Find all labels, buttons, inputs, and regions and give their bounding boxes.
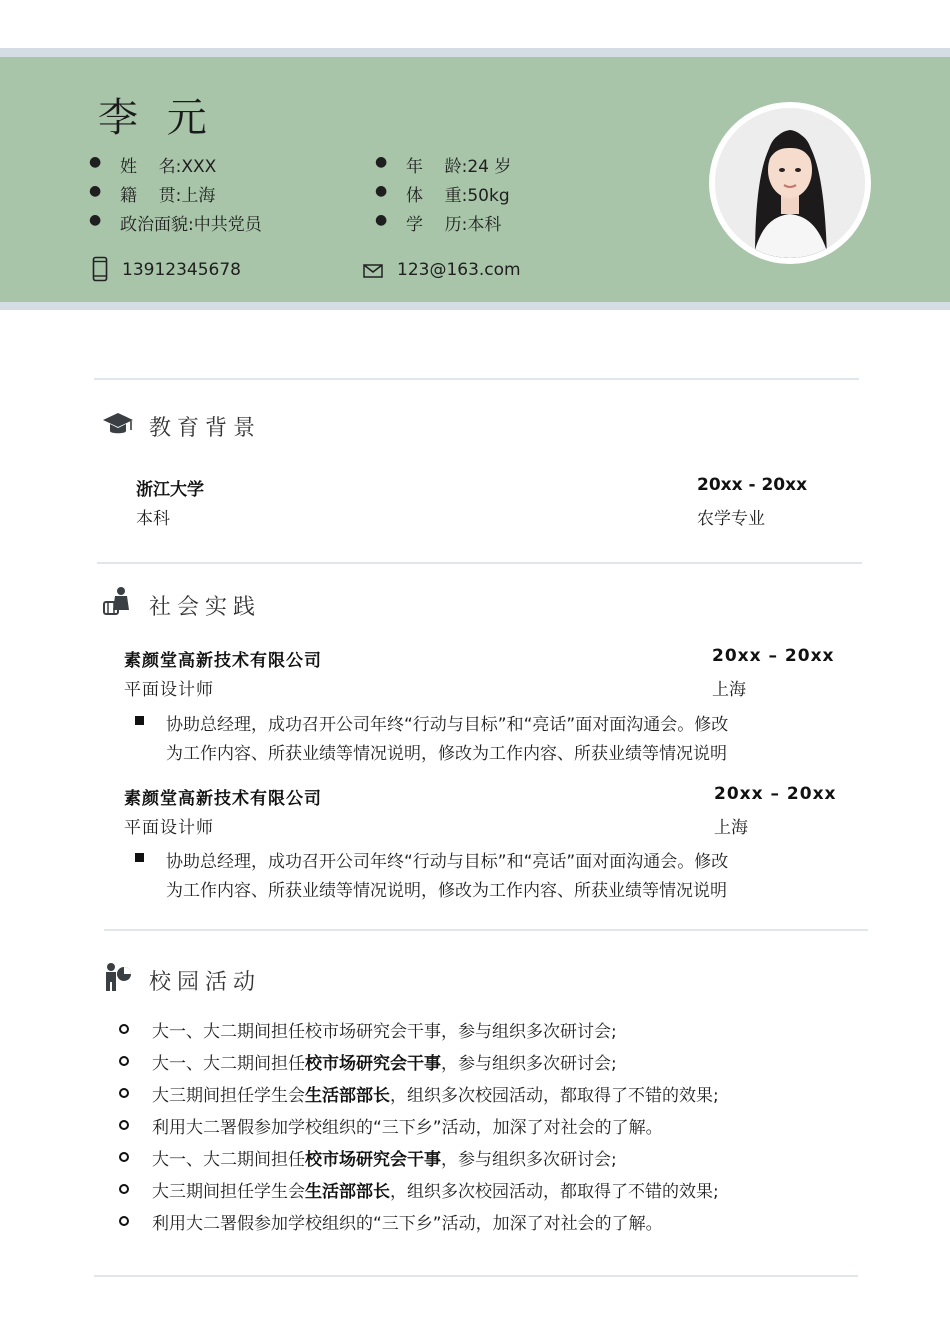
- info-label: 年 龄:: [406, 157, 468, 177]
- info-age: [375, 152, 512, 177]
- activity-text: 利用大二署假参加学校组织的“三下乡”活动，加深了对社会的了解。: [152, 1118, 663, 1138]
- activity-highlight: 生活部部长: [305, 1182, 390, 1202]
- profile-photo: [715, 108, 865, 258]
- job-location: 上海: [712, 680, 746, 700]
- company-name: 素颜堂高新技术有限公司: [124, 651, 322, 671]
- activity-text: ，参与组织多次研讨会;: [441, 1150, 617, 1170]
- activity-text: 大一、大二期间担任: [152, 1150, 305, 1170]
- activity-highlight: 校市场研究会干事: [305, 1054, 441, 1074]
- section-divider: [104, 929, 868, 931]
- practice-period: 20xx – 20xx: [712, 646, 835, 666]
- activity-text: 大一、大二期间担任校市场研究会干事，参与组织多次研讨会;: [152, 1022, 617, 1042]
- campus-title: 校园活动: [149, 970, 262, 995]
- activity-text: 利用大二署假参加学校组织的“三下乡”活动，加深了对社会的了解。: [152, 1214, 663, 1234]
- activity-highlight: 生活部部长: [305, 1086, 390, 1106]
- info-label: 体 重:: [406, 186, 468, 206]
- job-description-line: 为工作内容、所获业绩等情况说明，修改为工作内容、所获业绩等情况说明: [166, 744, 727, 764]
- info-value: 50kg: [467, 186, 510, 206]
- education-period: 20xx - 20xx: [697, 475, 808, 495]
- activity-text: 大三期间担任学生会: [152, 1086, 305, 1106]
- contact-phone: [122, 260, 241, 280]
- activity-item: [152, 1081, 719, 1106]
- activity-text: ，参与组织多次研讨会;: [441, 1054, 617, 1074]
- info-value: XXX: [181, 157, 217, 177]
- activity-item: [152, 1145, 617, 1170]
- activity-text: 大一、大二期间担任: [152, 1054, 305, 1074]
- square-bullet: [135, 853, 144, 862]
- info-hometown: [89, 181, 216, 206]
- major: 农学专业: [697, 509, 765, 529]
- job-role: 平面设计师: [124, 680, 214, 700]
- circle-bullet: [119, 1088, 129, 1098]
- job-description-line: 协助总经理，成功召开公司年终“行动与目标”和“亮话”面对面沟通会。修改: [166, 852, 729, 872]
- info-value: 本科: [467, 215, 502, 235]
- bullet-dot: ●: [89, 183, 102, 199]
- job-description-line: 为工作内容、所获业绩等情况说明，修改为工作内容、所获业绩等情况说明: [166, 881, 727, 901]
- phone-number[interactable]: 13912345678: [122, 260, 241, 280]
- info-label: 学 历:: [406, 215, 468, 235]
- section-divider: [94, 378, 859, 380]
- practice-title: 社会实践: [149, 595, 262, 620]
- circle-bullet: [119, 1184, 129, 1194]
- activity-highlight: 校市场研究会干事: [305, 1150, 441, 1170]
- school-name: 浙江大学: [136, 480, 204, 500]
- education-title: 教育背景: [149, 416, 262, 441]
- bullet-dot: ●: [375, 212, 388, 228]
- info-label: 籍 贯:: [120, 186, 182, 206]
- company-name: 素颜堂高新技术有限公司: [124, 789, 322, 809]
- info-weight: [375, 181, 510, 206]
- info-label: 政治面貌:: [120, 215, 194, 235]
- info-value: 中共党员: [193, 215, 262, 235]
- activity-item: [152, 1209, 663, 1234]
- section-divider: [97, 562, 862, 564]
- contact-email: [397, 260, 521, 280]
- work-briefcase-icon: [102, 586, 134, 616]
- bullet-dot: ●: [89, 154, 102, 170]
- info-education: [375, 210, 502, 235]
- bullet-dot: ●: [89, 212, 102, 228]
- activity-item: [152, 1017, 617, 1042]
- graduation-cap-icon: [102, 411, 134, 437]
- practice-period: 20xx – 20xx: [714, 784, 837, 804]
- activity-item: [152, 1177, 719, 1202]
- circle-bullet: [119, 1024, 129, 1034]
- info-politics: [89, 210, 262, 235]
- info-name: [89, 152, 217, 177]
- degree: 本科: [136, 509, 170, 529]
- mail-icon: [363, 264, 383, 278]
- job-location: 上海: [714, 818, 748, 838]
- bullet-dot: ●: [375, 154, 388, 170]
- bullet-dot: ●: [375, 183, 388, 199]
- info-label: 姓 名:: [120, 157, 182, 177]
- circle-bullet: [119, 1152, 129, 1162]
- info-value: 上海: [181, 186, 216, 206]
- email-address[interactable]: 123@163.com: [397, 260, 521, 280]
- circle-bullet: [119, 1216, 129, 1226]
- presentation-icon: [102, 962, 132, 992]
- activity-item: [152, 1049, 617, 1074]
- job-description-line: 协助总经理，成功召开公司年终“行动与目标”和“亮话”面对面沟通会。修改: [166, 715, 729, 735]
- portrait-illustration: [715, 108, 865, 258]
- circle-bullet: [119, 1120, 129, 1130]
- activity-text: ，组织多次校园活动，都取得了不错的效果;: [390, 1086, 719, 1106]
- phone-icon: [92, 256, 108, 282]
- info-value: 24 岁: [467, 157, 512, 177]
- square-bullet: [135, 716, 144, 725]
- activity-item: [152, 1113, 663, 1138]
- circle-bullet: [119, 1056, 129, 1066]
- section-divider: [94, 1275, 858, 1277]
- activity-text: 大三期间担任学生会: [152, 1182, 305, 1202]
- activity-text: ，组织多次校园活动，都取得了不错的效果;: [390, 1182, 719, 1202]
- job-role: 平面设计师: [124, 818, 214, 838]
- candidate-name: 李 元: [98, 95, 215, 141]
